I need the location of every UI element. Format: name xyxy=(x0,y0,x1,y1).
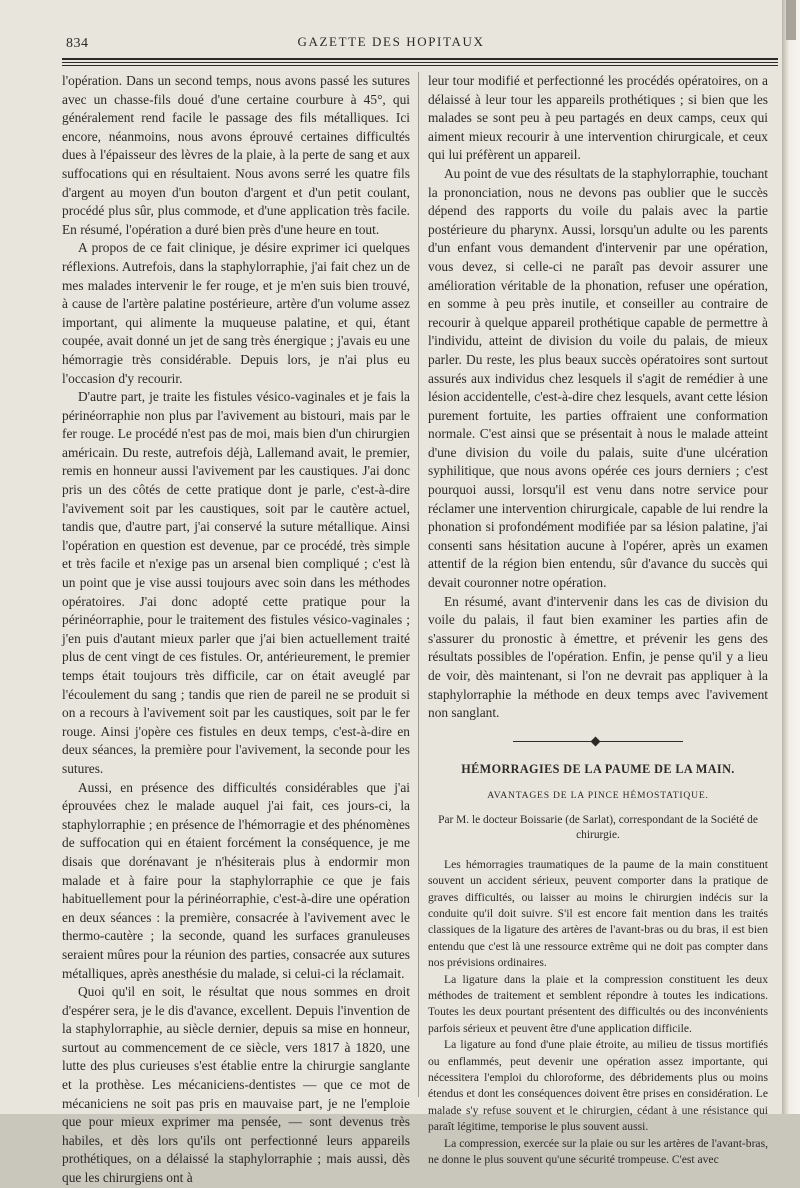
article-body xyxy=(428,857,768,1169)
article-subtitle: AVANTAGES DE LA PINCE HÉMOSTATIQUE. xyxy=(487,789,709,801)
article-title: HÉMORRAGIES DE LA PAUME DE LA MAIN. xyxy=(461,761,735,776)
paragraph: l'opération. Dans un second temps, nous avons passé les sutures avec un chasse-fils doué d'une certaine courbure à 45°, qui généralement rend facile le passage des fils métalliques. Ici encore, néanmoins, nous avons éprouvé certaines difficultés dues à l'épaisseur des lèvres de la plaie, à la perte de sang et aux suffocations qui en résultaient. Nous avons serré les quatre fils d'argent au moyen d'un bouton d'argent et d'un petit coulant, procédé plus sûr, plus commode, et d'une application très facile. En résumé, l'opération a duré bien près d'une heure en tout. xyxy=(62,73,410,237)
left-column xyxy=(62,72,410,1188)
paragraph: La ligature dans la plaie et la compression constituent les deux méthodes de traitement et semblent répondre à toutes les indications. Toutes les deux pourtant présentent des difficultés ou des inconvénients parfois sérieux et peuvent être d'une application difficile. xyxy=(428,972,768,1035)
paragraph: Quoi qu'il en soit, le résultat que nous sommes en droit d'espérer sera, je le dis d'avance, excellent. Depuis l'invention de la staphylorraphie, au siècle dernier, depuis sa mise en honneur, surtout au commencement de ce siècle, vers 1817 à 1820, une lutte des plus curieuses s'est établie entre la chirurgie sanglante et la prothèse. Les mécaniciens-dentistes — que ce mot de mécaniciens ne soit pas pris en mauvaise part, je ne l'emploie que pour mieux exprimer ma pensée, — sont devenus très habiles, et dès lors qu'ils ont perfectionné leurs appareils prothétiques, on a délaissé la staphylorraphie ; mais aussi, dès que les chirurgiens ont à xyxy=(62,984,410,1186)
section-separator xyxy=(428,729,768,755)
header-rule-thin-2 xyxy=(62,65,778,66)
column-divider xyxy=(418,72,419,1097)
separator-ornament xyxy=(591,736,601,746)
header-rule-thin xyxy=(62,62,778,63)
paragraph: D'autre part, je traite les fistules vésico-vaginales et je fais la périnéorraphie non plus par l'avivement au bistouri, mais par le fer rouge. Le procédé n'est pas de moi, mais bien d'un chirurgien américain. Du reste, autrefois déjà, Lallemand avait, le premier, remis en honneur aussi l'avivement par les caustiques. J'ai donc pris un des côtés de cette pratique dont je parle, c'est-à-dire l'avivement soit par les caustiques, soit par le cautère actuel, tandis que, d'autre part, j'ai conservé la suture métallique. Ainsi l'opération en question est devenue, par ce procédé, très simple et très facile et n'exige pas un arsenal bien compliqué ; c'est là un point que je vise aussi toujours avec soin dans les méthodes opératoires. J'ai donc adopté cette pratique pour la périnéorraphie, pour le traitement des fistules vésico-vaginales ; j'en puis d'autant mieux parler que j'ai bien actuellement traité plus de cent vingt de ces fistules. Or, antérieurement, le premier temps était toujours très difficile, car on était aveuglé par l'écoulement du sang ; tandis que rien de pareil ne se produit si on a recours à l'avivement soit par les caustiques, soit par le fer rouge. Ainsi j'opère ces fistules en deux temps, c'est-à-dire en deux séances, la première pour l'avivement, la seconde pour les sutures. xyxy=(62,389,410,776)
paragraph: La compression, exercée sur la plaie ou sur les artères de l'avant-bras, ne donne le plus souvent qu'une sécurité trompeuse. C'est avec xyxy=(428,1136,768,1167)
paragraph: leur tour modifié et perfectionné les procédés opératoires, on a délaissé à leur tour les appareils prothétiques ; si bien que les malades se sont peu à peu partagés en deux camps, ceux qui aiment mieux recourir à une intervention chirurgicale, et ceux qui lui préfèrent un appareil. xyxy=(428,73,768,163)
paragraph: Aussi, en présence des difficultés considérables que j'ai éprouvées chez le malade auquel j'ai fait, ces jours-ci, la staphylorraphie ; en présence de l'hémorragie et des phénomènes de suffocation qui en étaient forcément la conséquence, je me disais que dorénavant je n'hésiterais plus à endormir mon malade et à faire pour la staphylorraphie ce que je fais habituellement pour la périnéorraphie, c'est-à-dire une opération en deux séances : la première, consacrée à l'avivement avec le thermo-cautère ; la seconde, quand les surfaces granuleuses seraient mûres pour la réunion des parties, consacrée aux sutures métalliques, après anesthésie du malade, si celui-ci la réclamait. xyxy=(62,779,410,981)
page-edge xyxy=(782,0,800,1114)
paragraph: A propos de ce fait clinique, je désire exprimer ici quelques réflexions. Autrefois, dans la staphylorraphie, j'ai fait chez un de mes malades intervenir le fer rouge, et je m'en suis bien trouvé, à cause de l'artère palatine postérieure, artère d'un volume assez important, qui alimente la muqueuse palatine, et qui, étant coupée, avait donné un jet de sang très énergique ; j'avais eu une hémorragie très considérable. Depuis lors, je n'ai plus eu l'occasion d'y recourir. xyxy=(62,240,410,386)
paragraph: En résumé, avant d'intervenir dans les cas de division du voile du palais, il faut bien examiner les parties afin de s'assurer du pronostic à émettre, et prévenir les gens des résultats possibles de l'opération. Enfin, je pense qu'il y a lieu de voir, dès maintenant, si l'on ne devrait pas appliquer à la staphylorraphie la méthode en deux temps avec l'avivement non sanglant. xyxy=(428,593,768,721)
paragraph: Les hémorragies traumatiques de la paume de la main constituent souvent un accident sérieux, peuvent comporter dans la pratique de graves difficultés, ou laisser au moins le chirurgien indécis sur la conduite qu'il doit suivre. S'il est encore fait mention dans les traités classiques de la ligature des artères de l'avant-bras ou du bras, il est bien entendu que c'est là une ressource extrême qui ne doit pas compter dans nos prévisions ordinaires. xyxy=(428,857,768,970)
right-column xyxy=(428,72,768,1169)
header-rule xyxy=(62,58,778,60)
paragraph: Au point de vue des résultats de la staphylorraphie, touchant la prononciation, nous ne devons pas oublier que le succès dépend des rapports du voile du palais avec la partie postérieure du pharynx. Aussi, lorsqu'un adulte ou les parents d'un enfant vous demandent d'intervenir par une opération, vous devez, si celle-ci ne paraît pas devoir assurer une amélioration véritable de la phonation, refuser une opération, en somme à peu près inutile, et conseiller au contraire de recourir à quelque appareil prothétique capable de permettre à l'individu, atteint de division du voile du palais, de mieux parler. Du reste, les plus beaux succès opératoires sont surtout assurés aux individus chez lesquels il s'agit de remédier à une lésion accidentelle, c'est-à-dire chez lesquels, avant cette lésion purement fortuite, les parties offraient une conformation normale. C'est ainsi que se présentait à nous le malade atteint d'une division du voile du palais, suite d'une ulcération syphilitique, que nous avons opérée ces jours derniers ; c'est pourquoi aussi, lorsqu'il est venu dans notre service pour réclamer une intervention chirurgicale, capable de lui rendre la phonation si profondément modifiée par sa lésion palatine, j'ai consenti sans hésitation aucune à l'opérer, après un examen attentif de la région bien entendu, sûr d'avance du succès qui devait couronner notre opération. xyxy=(428,165,768,591)
binding-mark xyxy=(786,0,796,40)
article-author: Par M. le docteur Boissarie (de Sarlat), correspondant de la Société de chirurgie. xyxy=(438,813,758,841)
page-number: 834 xyxy=(66,36,89,51)
paragraph: La ligature au fond d'une plaie étroite, au milieu de tissus mortifiés ou enflammés, peut devenir une opération assez importante, qui nécessitera l'emploi du chloroforme, des débridements plus ou moins étendus et dont les conséquences doivent être prises en considération. Le malade s'y refuse souvent et le chirurgien, cédant à une résistance qui paraît légitime, temporise le plus souvent aussi. xyxy=(428,1038,768,1134)
journal-title: GAZETTE DES HOPITAUX xyxy=(297,34,485,49)
